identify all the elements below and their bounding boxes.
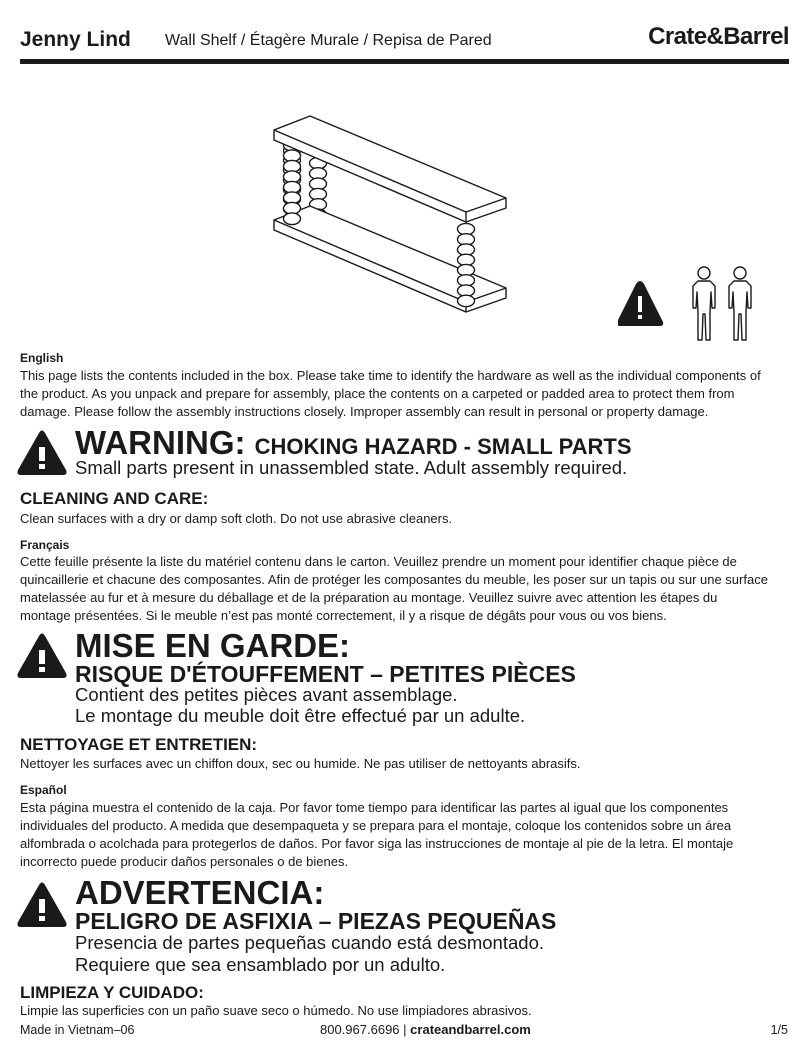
care-text: Limpie las superficies con un paño suave seco o húmedo. No use limpiadores abrasivos. bbox=[20, 1003, 532, 1018]
warning-text: Requiere que sea ensamblado por un adulto. bbox=[75, 954, 446, 975]
wall-shelf-illustration bbox=[268, 100, 518, 360]
warning-triangle-icon bbox=[618, 281, 663, 326]
spindle-bead bbox=[458, 295, 475, 306]
warning-title: WARNING: bbox=[75, 424, 246, 461]
warning-hazard: CHOKING HAZARD - SMALL PARTS bbox=[254, 434, 632, 459]
warning-triangle-icon bbox=[17, 882, 67, 928]
person-icon bbox=[693, 267, 715, 340]
care-heading: NETTOYAGE ET ENTRETIEN: bbox=[20, 735, 258, 754]
warning-text: Presencia de partes pequeñas cuando está desmontado. bbox=[75, 932, 544, 953]
care-text: Clean surfaces with a dry or damp soft cloth. Do not use abrasive cleaners. bbox=[20, 511, 453, 526]
warning-text: Le montage du meuble doit être effectué par un adulte. bbox=[75, 705, 526, 726]
care-text: Nettoyer les surfaces avec un chiffon doux, sec ou humide. Ne pas utiliser de nettoyants abrasifs. bbox=[20, 756, 581, 771]
warning-text: Small parts present in unassembled state. Adult assembly required. bbox=[75, 457, 628, 478]
french-intro: Cette feuille présente la liste du matériel contenu dans le carton. Veuillez prendre un moment pour identifier chaque pièce de quincaillerie et chacune des composantes. Afin de protéger les composantes du meuble, les poser sur un tapis ou sur une surface matelassée au fur et à mesure du déballage et de la préparation au montage. Veuillez suivre avec attention les étapes du montage présentées. Si le meuble n’est pas monté correctement, il y a risque de dégâts pour vous ou vos biens. bbox=[20, 554, 768, 623]
header-rule bbox=[20, 59, 789, 64]
two-person-assembly-icon bbox=[618, 262, 768, 342]
made-in-label: Made in Vietnam–06 bbox=[20, 1023, 135, 1037]
language-label-french: Français bbox=[20, 538, 70, 552]
product-name: Jenny Lind bbox=[20, 28, 131, 51]
phone-number: 800.967.6696 bbox=[320, 1022, 400, 1037]
product-subtitle: Wall Shelf / Étagère Murale / Repisa de Pared bbox=[165, 32, 492, 49]
english-intro: This page lists the contents included in the box. Please take time to identify the hardware as well as the individual components of the product. As you unpack and prepare for assembly, place the contents on a carpeted or padded area to protect them from damage. Please follow the assembly instructions closely. Improper assembly can result in personal or property damage. bbox=[20, 368, 761, 419]
language-label-english: English bbox=[20, 351, 64, 365]
warning-text: Contient des petites pièces avant assemblage. bbox=[75, 684, 458, 705]
spindle-bead bbox=[284, 213, 301, 225]
spanish-intro: Esta página muestra el contenido de la caja. Por favor tome tiempo para identificar las partes al igual que los componentes individuales del producto. A medida que desempaqueta y se prepara para el montaje, coloque los contenidos sobre un área alfombrada o acolchada para protegerlos de daños. Por favor siga las instrucciones de montaje al pie de la letra. El montaje incorrecto puede producir daños personales o de bienes. bbox=[20, 800, 734, 869]
warning-triangle-icon bbox=[17, 633, 67, 679]
warning-hazard: PELIGRO DE ASFIXIA – PIEZAS PEQUEÑAS bbox=[75, 908, 557, 934]
contact-info bbox=[320, 1022, 531, 1037]
warning-title: MISE EN GARDE: bbox=[75, 627, 351, 664]
warning-heading bbox=[75, 426, 632, 459]
website-link[interactable]: crateandbarrel.com bbox=[410, 1022, 531, 1037]
person-icon bbox=[729, 267, 751, 340]
separator: | bbox=[403, 1022, 407, 1037]
warning-hazard: RISQUE D'ÉTOUFFEMENT – PETITES PIÈCES bbox=[75, 661, 576, 687]
warning-title: ADVERTENCIA: bbox=[75, 874, 325, 911]
warning-triangle-icon bbox=[17, 430, 67, 476]
language-label-spanish: Español bbox=[20, 783, 67, 797]
page-number: 1/5 bbox=[770, 1023, 788, 1037]
care-heading: LIMPIEZA Y CUIDADO: bbox=[20, 983, 204, 1002]
care-heading: CLEANING AND CARE: bbox=[20, 489, 209, 508]
front-right-post bbox=[458, 223, 475, 306]
brand-logo: Crate&Barrel bbox=[648, 23, 789, 50]
